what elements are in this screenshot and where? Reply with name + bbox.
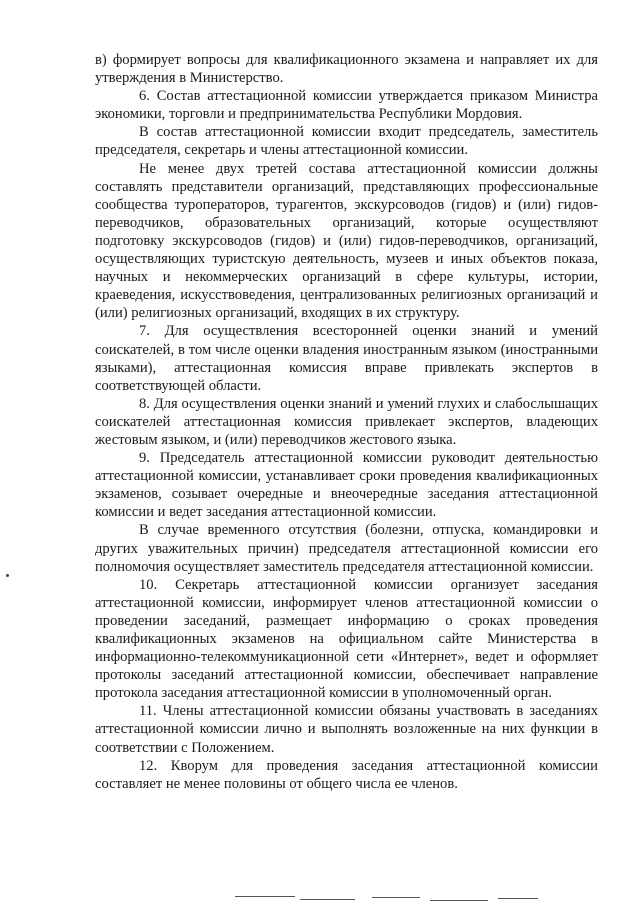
document-body (95, 51, 598, 793)
paragraph-absence: В случае временного отсутствия (болезни, отпуска, командировки и других уважительных причин) председателя аттестационной комиссии его полномочия осуществляет заместитель председателя аттестационной комиссии. (95, 522, 598, 575)
paragraph-10: 10. Секретарь аттестационной комиссии организует заседания аттестационной комиссии, информирует членов аттестационной комиссии о проведении заседаний, размещает информацию о сроках проведения квалификационных экзаменов на официальном сайте Министерства в информационно-телекоммуникационной сети «Интернет», ведет и оформляет протоколы заседаний аттестационной комиссии, обеспечивает направление протокола заседания аттестационной комиссии в уполномоченный орган. (95, 576, 598, 702)
scan-line (300, 899, 355, 900)
scan-line (235, 896, 295, 897)
scan-line (430, 900, 488, 901)
paragraph-7: 7. Для осуществления всесторонней оценки знаний и умений соискателей, в том числе оценки владения иностранным языком (иностранными языками), аттестационная комиссия вправе привлекать экспертов в соответствующей области. (95, 323, 598, 394)
paragraph-12: 12. Кворум для проведения заседания аттестационной комиссии составляет не менее половины от общего числа ее членов. (95, 757, 598, 792)
scan-edge-artifacts (0, 893, 640, 905)
paragraph-6: 6. Состав аттестационной комиссии утверждается приказом Министра экономики, торговли и предпринимательства Республики Мордовия. (95, 88, 598, 123)
paragraph-commission-composition: В состав аттестационной комиссии входит председатель, заместитель председателя, секретарь и члены аттестационной комиссии. (95, 124, 598, 159)
paragraph-11: 11. Члены аттестационной комиссии обязаны участвовать в заседаниях аттестационной комиссии лично и выполнять возложенные на них функции в соответствии с Положением. (95, 703, 598, 756)
scan-line (498, 898, 538, 899)
paragraph-8: 8. Для осуществления оценки знаний и умений глухих и слабослышащих соискателей аттестационная комиссия привлекает экспертов, владеющих жестовым языком, и (или) переводчиков жестового языка. (95, 395, 598, 448)
scan-speck (6, 574, 9, 577)
paragraph-item-v: в) формирует вопросы для квалификационного экзамена и направляет их для утверждения в Министерство. (95, 52, 598, 87)
paragraph-9: 9. Председатель аттестационной комиссии руководит деятельностью аттестационной комиссии, устанавливает сроки проведения квалификационных экзаменов, созывает очередные и внеочередные заседания аттестационной комиссии и ведет заседания аттестационной комиссии. (95, 450, 598, 521)
paragraph-two-thirds: Не менее двух третей состава аттестационной комиссии должны составлять представители организаций, представляющих профессиональные сообщества туроператоров, турагентов, экскурсоводов (гидов) и (или) гидов-переводчиков, образовательных организаций, которые осуществляют подготовку экскурсоводов (гидов) и (или) гидов-переводчиков, организаций, осуществляющих туристскую деятельность, музеев и иных объектов показа, научных и некоммерческих организаций в сфере культуры, истории, краеведения, искусствоведения, централизованных религиозных организаций и (или) религиозных организаций, входящих в их структуру. (95, 160, 598, 322)
scan-line (372, 897, 420, 898)
